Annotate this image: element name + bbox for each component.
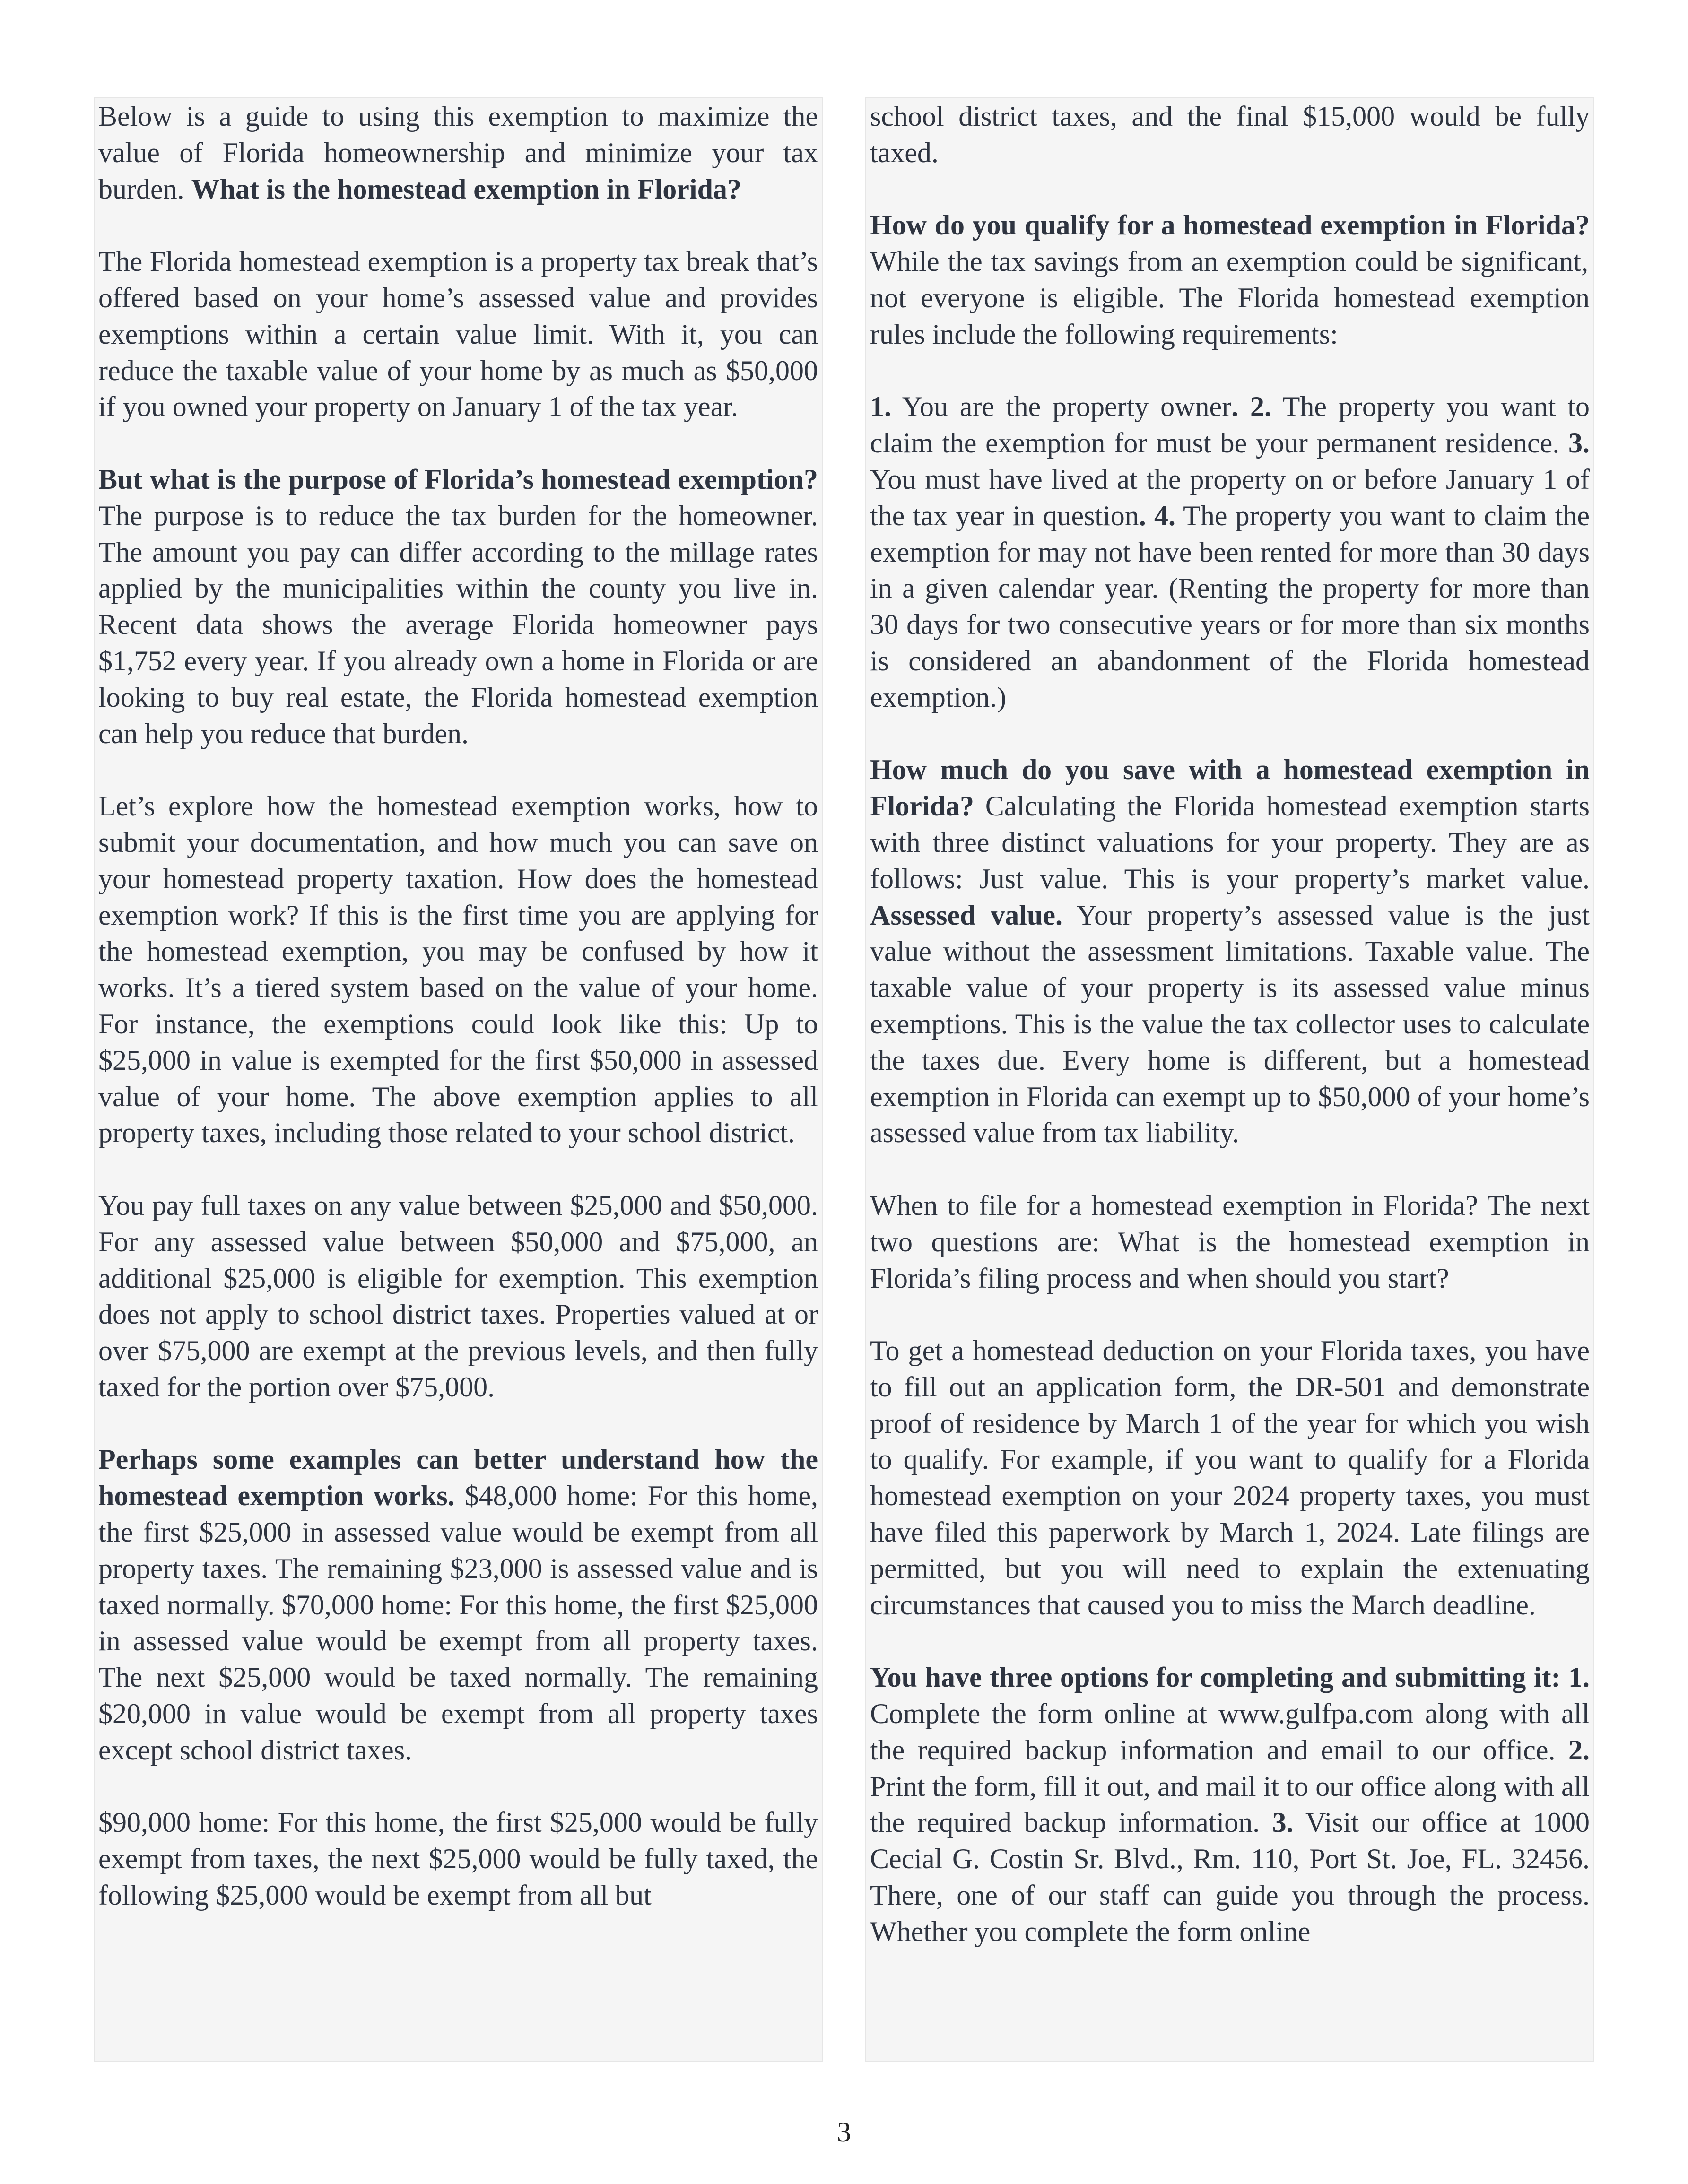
list-number: 2. — [1568, 1734, 1590, 1766]
requirement-text: The property you want to claim the exemption for may not have been rented for more than 30 days in a given calendar year. (Renting the property for more than 30 days for two consecutive years or for more than six months is considered an abandonment of the Florida homestead exemption.) — [870, 500, 1590, 713]
full-taxes-paragraph — [95, 1187, 822, 1405]
paragraph-text: While the tax savings from an exemption could be significant, not everyone is eligible. The Florida homestead exemption rules include the following requirements: — [870, 246, 1590, 350]
heading-what-is-homestead: What is the homestead exemption in Florida? — [191, 173, 741, 205]
requirement-text: The property you want to claim the exemption for must be your permanent residence. — [870, 391, 1590, 459]
paragraph-text: When to file for a homestead exemption in Florida? The next two questions are: What is the homestead exemption in Florida’s filing process and when should you start? — [870, 1189, 1590, 1294]
submission-options-paragraph — [866, 1659, 1593, 1950]
how-it-works-paragraph — [95, 788, 822, 1151]
list-number: . 4. — [1139, 500, 1176, 531]
paragraph-text: $48,000 home: For this home, the first $25,000 in assessed value would be exempt from all property taxes. The remaining $23,000 is assessed value and is taxed normally. $70,000 home: For this home, the first $25,000 in assessed value would be exempt from all property taxes. The next $25,000 would be taxed normally. The remaining $20,000 in value would be exempt from all property taxes except school district taxes. — [98, 1480, 818, 1766]
continuation-paragraph — [866, 98, 1593, 171]
list-number: 3. — [1272, 1807, 1294, 1838]
intro-paragraph — [95, 98, 822, 207]
ninety-thousand-example-paragraph — [95, 1804, 822, 1913]
paragraph-text: Your property’s assessed value is the just value without the assessment limitations. Taxable value. The taxable value of your property is its assessed value minus exemptions. This is the value the tax collector uses to calculate the taxes due. Every home is different, but a homestead exemption in Florida can exempt up to $50,000 of your home’s assessed value from tax liability. — [870, 899, 1590, 1149]
requirement-text: You are the property owner — [891, 391, 1232, 423]
requirement-text: You must have lived at the property on or before January 1 of the tax year in question — [870, 463, 1590, 531]
list-number: 1. — [870, 391, 891, 423]
heading-examples: Perhaps some examples can better understand how the homestead exemption works. — [98, 1444, 818, 1512]
examples-paragraph — [95, 1441, 822, 1768]
application-paragraph — [866, 1333, 1593, 1623]
list-number: 3. — [1568, 427, 1590, 459]
list-number: 1. — [1560, 1662, 1590, 1693]
option-text: Complete the form online at www.gulfpa.com along with all the required backup information and email to our office. — [870, 1698, 1590, 1766]
paragraph-text: Let’s explore how the homestead exemption works, how to submit your documentation, and how much you can save on your homestead property taxation. How does the homestead exemption work? If this is the first time you are applying for the homestead exemption, you may be confused by how it works. It’s a tiered system based on the value of your home. For instance, the exemptions could look like this: Up to $25,000 in value is exempted for the first $50,000 in assessed value of your home. The above exemption applies to all property taxes, including those related to your school district. — [98, 790, 818, 1149]
paragraph-text: The purpose is to reduce the tax burden for the homeowner. The amount you pay can differ according to the millage rates applied by the municipalities within the county you live in. Recent data shows the average Florida homeowner pays $1,752 every year. If you already own a home in Florida or are looking to buy real estate, the Florida homestead exemption can help you reduce that burden. — [98, 500, 818, 749]
paragraph-text: Below is a guide to using this exemption to maximize the value of Florida homeownership and minimize your tax burden. — [98, 101, 818, 205]
term-assessed-value: Assessed value. — [870, 899, 1062, 931]
purpose-paragraph — [95, 461, 822, 752]
heading-purpose: But what is the purpose of Florida’s homestead exemption? — [98, 463, 818, 495]
definition-paragraph — [95, 243, 822, 425]
heading-options: You have three options for completing and submitting it: — [870, 1662, 1561, 1693]
paragraph-text: school district taxes, and the final $15,000 would be fully taxed. — [870, 101, 1590, 168]
heading-qualify: How do you qualify for a homestead exemption in Florida? — [870, 209, 1590, 241]
option-text: Visit our office at 1000 Cecial G. Costin Sr. Blvd., Rm. 110, Port St. Joe, FL. 32456. There, one of our staff can guide you through the process. Whether you complete the form online — [870, 1807, 1590, 1947]
heading-savings: How much do you save with a homestead exemption in Florida? — [870, 754, 1590, 822]
paragraph-text: To get a homestead deduction on your Florida taxes, you have to fill out an application form, the DR-501 and demonstrate proof of residence by March 1 of the year for which you wish to qualify. For example, if you want to qualify for a Florida homestead exemption on your 2024 property taxes, you must have filed this paperwork by March 1, 2024. Late filings are permitted, but you will need to explain the extenuating circumstances that caused you to miss the March deadline. — [870, 1335, 1590, 1621]
page-number: 3 — [837, 2116, 851, 2148]
paragraph-text: You pay full taxes on any value between $25,000 and $50,000. For any assessed value between $50,000 and $75,000, an additional $25,000 is eligible for exemption. This exemption does not apply to school district taxes. Properties valued at or over $75,000 are exempt at the previous levels, and then fully taxed for the portion over $75,000. — [98, 1189, 818, 1403]
list-number: . 2. — [1231, 391, 1271, 423]
requirements-paragraph — [866, 389, 1593, 715]
qualify-paragraph — [866, 207, 1593, 352]
right-column — [866, 98, 1593, 2061]
paragraph-text: $90,000 home: For this home, the first $25,000 would be fully exempt from taxes, the next $25,000 would be fully taxed, the following $25,000 would be exempt from all but — [98, 1807, 818, 1911]
paragraph-text: Calculating the Florida homestead exemption starts with three distinct valuations for your property. They are as follows: Just value. This is your property’s market value. — [870, 790, 1590, 894]
savings-paragraph — [866, 752, 1593, 1151]
when-to-file-paragraph — [866, 1187, 1593, 1296]
option-text: Print the form, fill it out, and mail it to our office along with all the required backup information. — [870, 1770, 1590, 1838]
paragraph-text: The Florida homestead exemption is a property tax break that’s offered based on your home’s assessed value and provides exemptions within a certain value limit. With it, you can reduce the taxable value of your home by as much as $50,000 if you owned your property on January 1 of the tax year. — [98, 246, 818, 423]
left-column — [95, 98, 822, 2061]
